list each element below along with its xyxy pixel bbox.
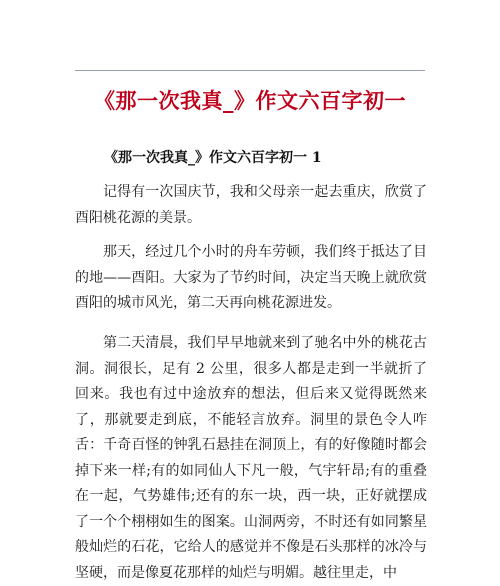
paragraph-3: 第二天清晨，我们早早地就来到了驰名中外的桃花古洞。洞很长，足有 2 公里，很多人都是走到一半就折了回来。我也有过中途放弃的想法，但后来又觉得既然来了，那就要走到底，不能轻言放弃。洞里的景色令人咋舌：千奇百怪的钟乳石悬挂在洞顶上，有的好像随时都会掉下来一样;有的如同仙人下凡一般，气宇轩昂;有的重叠在一起，气势雄伟;还有的东一块，西一块，正好就摆成了一个个栩栩如生的图案。山洞两旁，不时还有如同繁星般灿烂的石花，它给人的感觉并不像是石头那样的冰冷与坚硬，而是像夏花那样的灿烂与明媚。越往里走，中	[75, 335, 427, 581]
section-heading: 《那一次我真_》作文六百字初一 1	[104, 150, 322, 166]
document-title: 《那一次我真_》作文六百字初一	[94, 88, 406, 113]
paragraph-2: 那天，经过几个小时的舟车劳顿，我们终于抵达了目的地——酉阳。大家为了节约时间，决定当天晚上就欣赏酉阳的城市风光，第二天再向桃花源进发。	[75, 244, 427, 311]
paragraph-1: 记得有一次国庆节，我和父母亲一起去重庆，欣赏了酉阳桃花源的美景。	[75, 184, 427, 226]
header-divider	[75, 70, 425, 71]
